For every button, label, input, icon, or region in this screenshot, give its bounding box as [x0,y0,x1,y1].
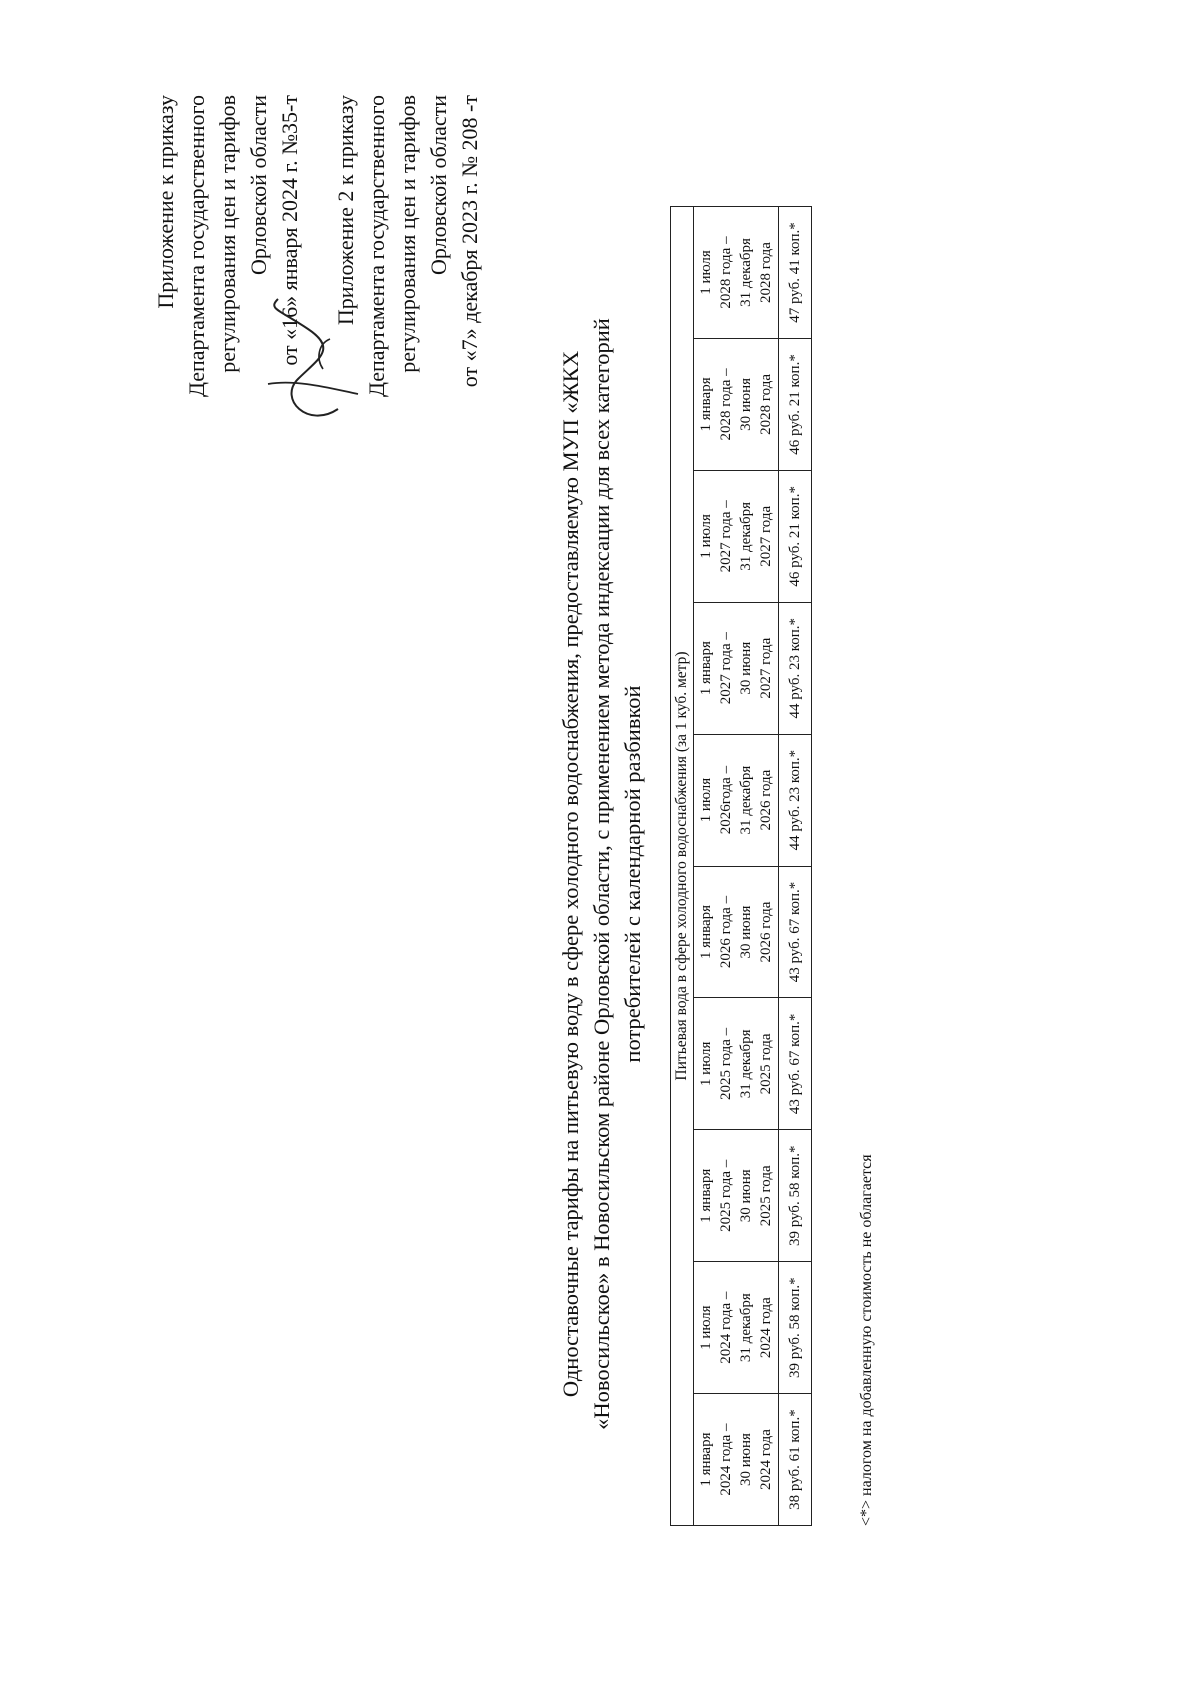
tariff-value-cell: 38 руб. 61 коп.* [779,1394,812,1526]
title-line: «Новосильское» в Новосильском районе Орловской области, с применением метода индексации для всех категорий [589,318,614,1430]
tariff-value-cell: 46 руб. 21 коп.* [779,338,812,470]
period-cell: 1 июля 2028 года – 31 декабря 2028 года [694,207,779,339]
period-cell: 1 января 2028 года – 30 июня 2028 года [694,338,779,470]
tariff-value-cell: 43 руб. 67 коп.* [779,998,812,1130]
period-cell: 1 июля 2027 года – 31 декабря 2027 года [694,470,779,602]
tariff-table [670,206,812,1526]
annex-line: Департамента государственного [184,95,209,398]
annex-line: регулирования цен и тарифов [215,95,240,373]
period-cell: 1 июля 2026года – 31 декабря 2026 года [694,734,779,866]
period-cell: 1 января 2026 года – 30 июня 2026 года [694,866,779,998]
period-cell: 1 июля 2025 года – 31 декабря 2025 года [694,998,779,1130]
table-group-header-row [671,207,694,1526]
tariff-value-cell: 44 руб. 23 коп.* [779,602,812,734]
document-title [555,214,648,1534]
tariff-value-cell: 46 руб. 21 коп.* [779,470,812,602]
title-line: Одноставочные тарифы на питьевую воду в сфере холодного водоснабжения, предоставляемую МУП «ЖКХ [558,350,583,1398]
annex-line: от «7» декабря 2023 г. № 208 -т [457,95,482,388]
period-cell: 1 июля 2024 года – 31 декабря 2024 года [694,1262,779,1394]
period-cell: 1 января 2025 года – 30 июня 2025 года [694,1130,779,1262]
annex-header-previous [330,95,485,615]
tariff-value-cell: 47 руб. 41 коп.* [779,207,812,339]
annex-line: Приложение к приказу [153,95,178,309]
table-group-header: Питьевая вода в сфере холодного водоснабжения (за 1 куб. метр) [671,207,694,1526]
tariff-value-cell: 39 руб. 58 коп.* [779,1130,812,1262]
vat-footnote: <*> налогом на добавленную стоимость не облагается [858,1154,875,1526]
annex-line: Орловской области [246,95,271,275]
period-cell: 1 января 2027 года – 30 июня 2027 года [694,602,779,734]
annex-line: Приложение 2 к приказу [333,95,358,326]
tariff-value-cell: 39 руб. 58 коп.* [779,1262,812,1394]
table-value-row [779,207,812,1526]
table-period-row [694,207,779,1526]
tariff-value-cell: 43 руб. 67 коп.* [779,866,812,998]
annex-line: Орловской области [426,95,451,275]
annex-line: от «16» января 2024 г. №35-т [277,95,302,366]
annex-line: Департамента государственного [364,95,389,398]
period-cell: 1 января 2024 года – 30 июня 2024 года [694,1394,779,1526]
annex-line: регулирования цен и тарифов [395,95,420,373]
tariff-value-cell: 44 руб. 23 коп.* [779,734,812,866]
title-line: потребителей с календарной разбивкой [620,685,645,1063]
